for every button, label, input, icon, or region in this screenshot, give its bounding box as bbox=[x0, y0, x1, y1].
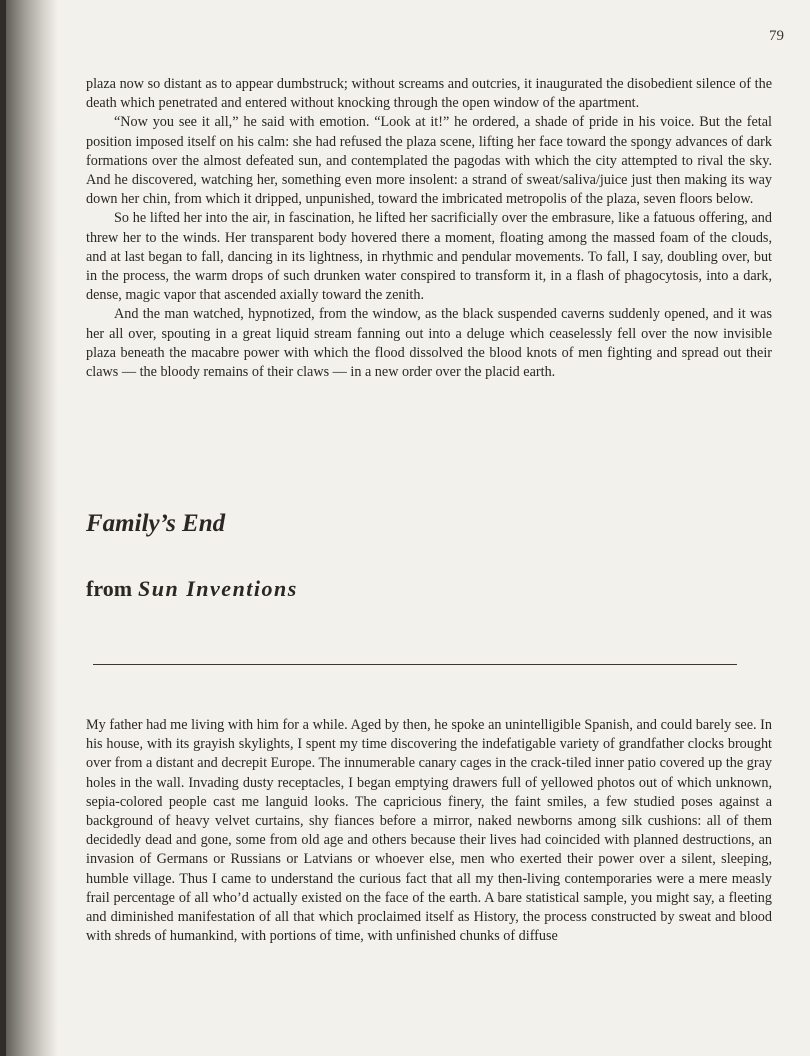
subtitle-prefix: from bbox=[86, 576, 133, 601]
paragraph: My father had me living with him for a while. Aged by then, he spoke an unintelligible Spanish, and could barely see. In his house, with its grayish skylights, I spent my time discovering the indefatigable variety of grandfather clocks brought over from a distant and decrepit Europe. The innumerable canary cages in the crack-tiled inner patio covered up the gray holes in the wall. Invading dusty receptacles, I began emptying drawers full of yellowed photos out of which unknown, sepia-colored people cast me languid looks. The capricious finery, the faint smiles, a few studied poses against a background of heavy velvet curtains, shy fiances before a mirror, naked newborns among silk cushions: all of them decidedly dead and gone, some from old age and others because their lives had coincided with planned destructions, an invasion of Germans or Russians or Latvians or whoever else, men who exerted their power over a silent, sleeping, humble village. Thus I came to understand the curious fact that all my then-living contemporaries were a mere measly frail percentage of all who’d actually existed on the face of the earth. A bare statistical sample, you might say, a fleeting and diminished manifestation of all that which proclaimed itself as History, the process constructed by sweat and blood with shreds of humankind, with portions of time, with unfinished chunks of diffuse bbox=[86, 717, 772, 945]
page-number: 79 bbox=[769, 28, 784, 44]
paragraph: plaza now so distant as to appear dumbstruck; without screams and outcries, it inaugurated the disobedient silence of the death which penetrated and entered without knocking through the open window of the apartment. bbox=[86, 76, 772, 112]
section-subtitle bbox=[86, 576, 298, 602]
book-title: Sun Inventions bbox=[138, 576, 298, 601]
paragraph: And the man watched, hypnotized, from the window, as the black suspended caverns suddenly opened, and it was her all over, spouting in a great liquid stream fanning out into a deluge which ceaselessly fell over the now invisible plaza beneath the macabre power with which the flood dissolved the blood knots of men fighting and spread out their claws — the bloody remains of their claws — in a new order over the placid earth. bbox=[86, 306, 772, 381]
book-spine-shadow bbox=[0, 0, 58, 1056]
page-edge bbox=[0, 0, 6, 1056]
story-continuation bbox=[86, 75, 772, 382]
paragraph: So he lifted her into the air, in fascination, he lifted her sacrificially over the embrasure, like a fatuous offering, and threw her to the winds. Her transparent body hovered there a moment, floating among the massed foam of the clouds, and at last began to fall, dancing in its lightness, in rhythmic and pendular movements. To fall, I say, doubling over, but in the process, the warm drops of such drunken water conspired to transform it, in a flash of phagocytosis, into a dark, dense, magic vapor that ascended axially toward the zenith. bbox=[86, 210, 772, 304]
story-opening bbox=[86, 716, 772, 946]
section-title: Family’s End bbox=[86, 510, 226, 537]
section-divider bbox=[93, 664, 737, 665]
paragraph: “Now you see it all,” he said with emotion. “Look at it!” he ordered, a shade of pride in his voice. But the fetal position imposed itself on his calm: she had refused the plaza scene, lifting her face toward the spongy advances of dark formations over the almost defeated sun, and contemplated the pagodas with which the city attempted to rival the sky. And he discovered, watching her, something even more insolent: a strand of sweat/saliva/juice just then making its way down her chin, from which it dripped, unpunished, toward the imbricated metropolis of the plaza, seven floors below. bbox=[86, 114, 772, 208]
